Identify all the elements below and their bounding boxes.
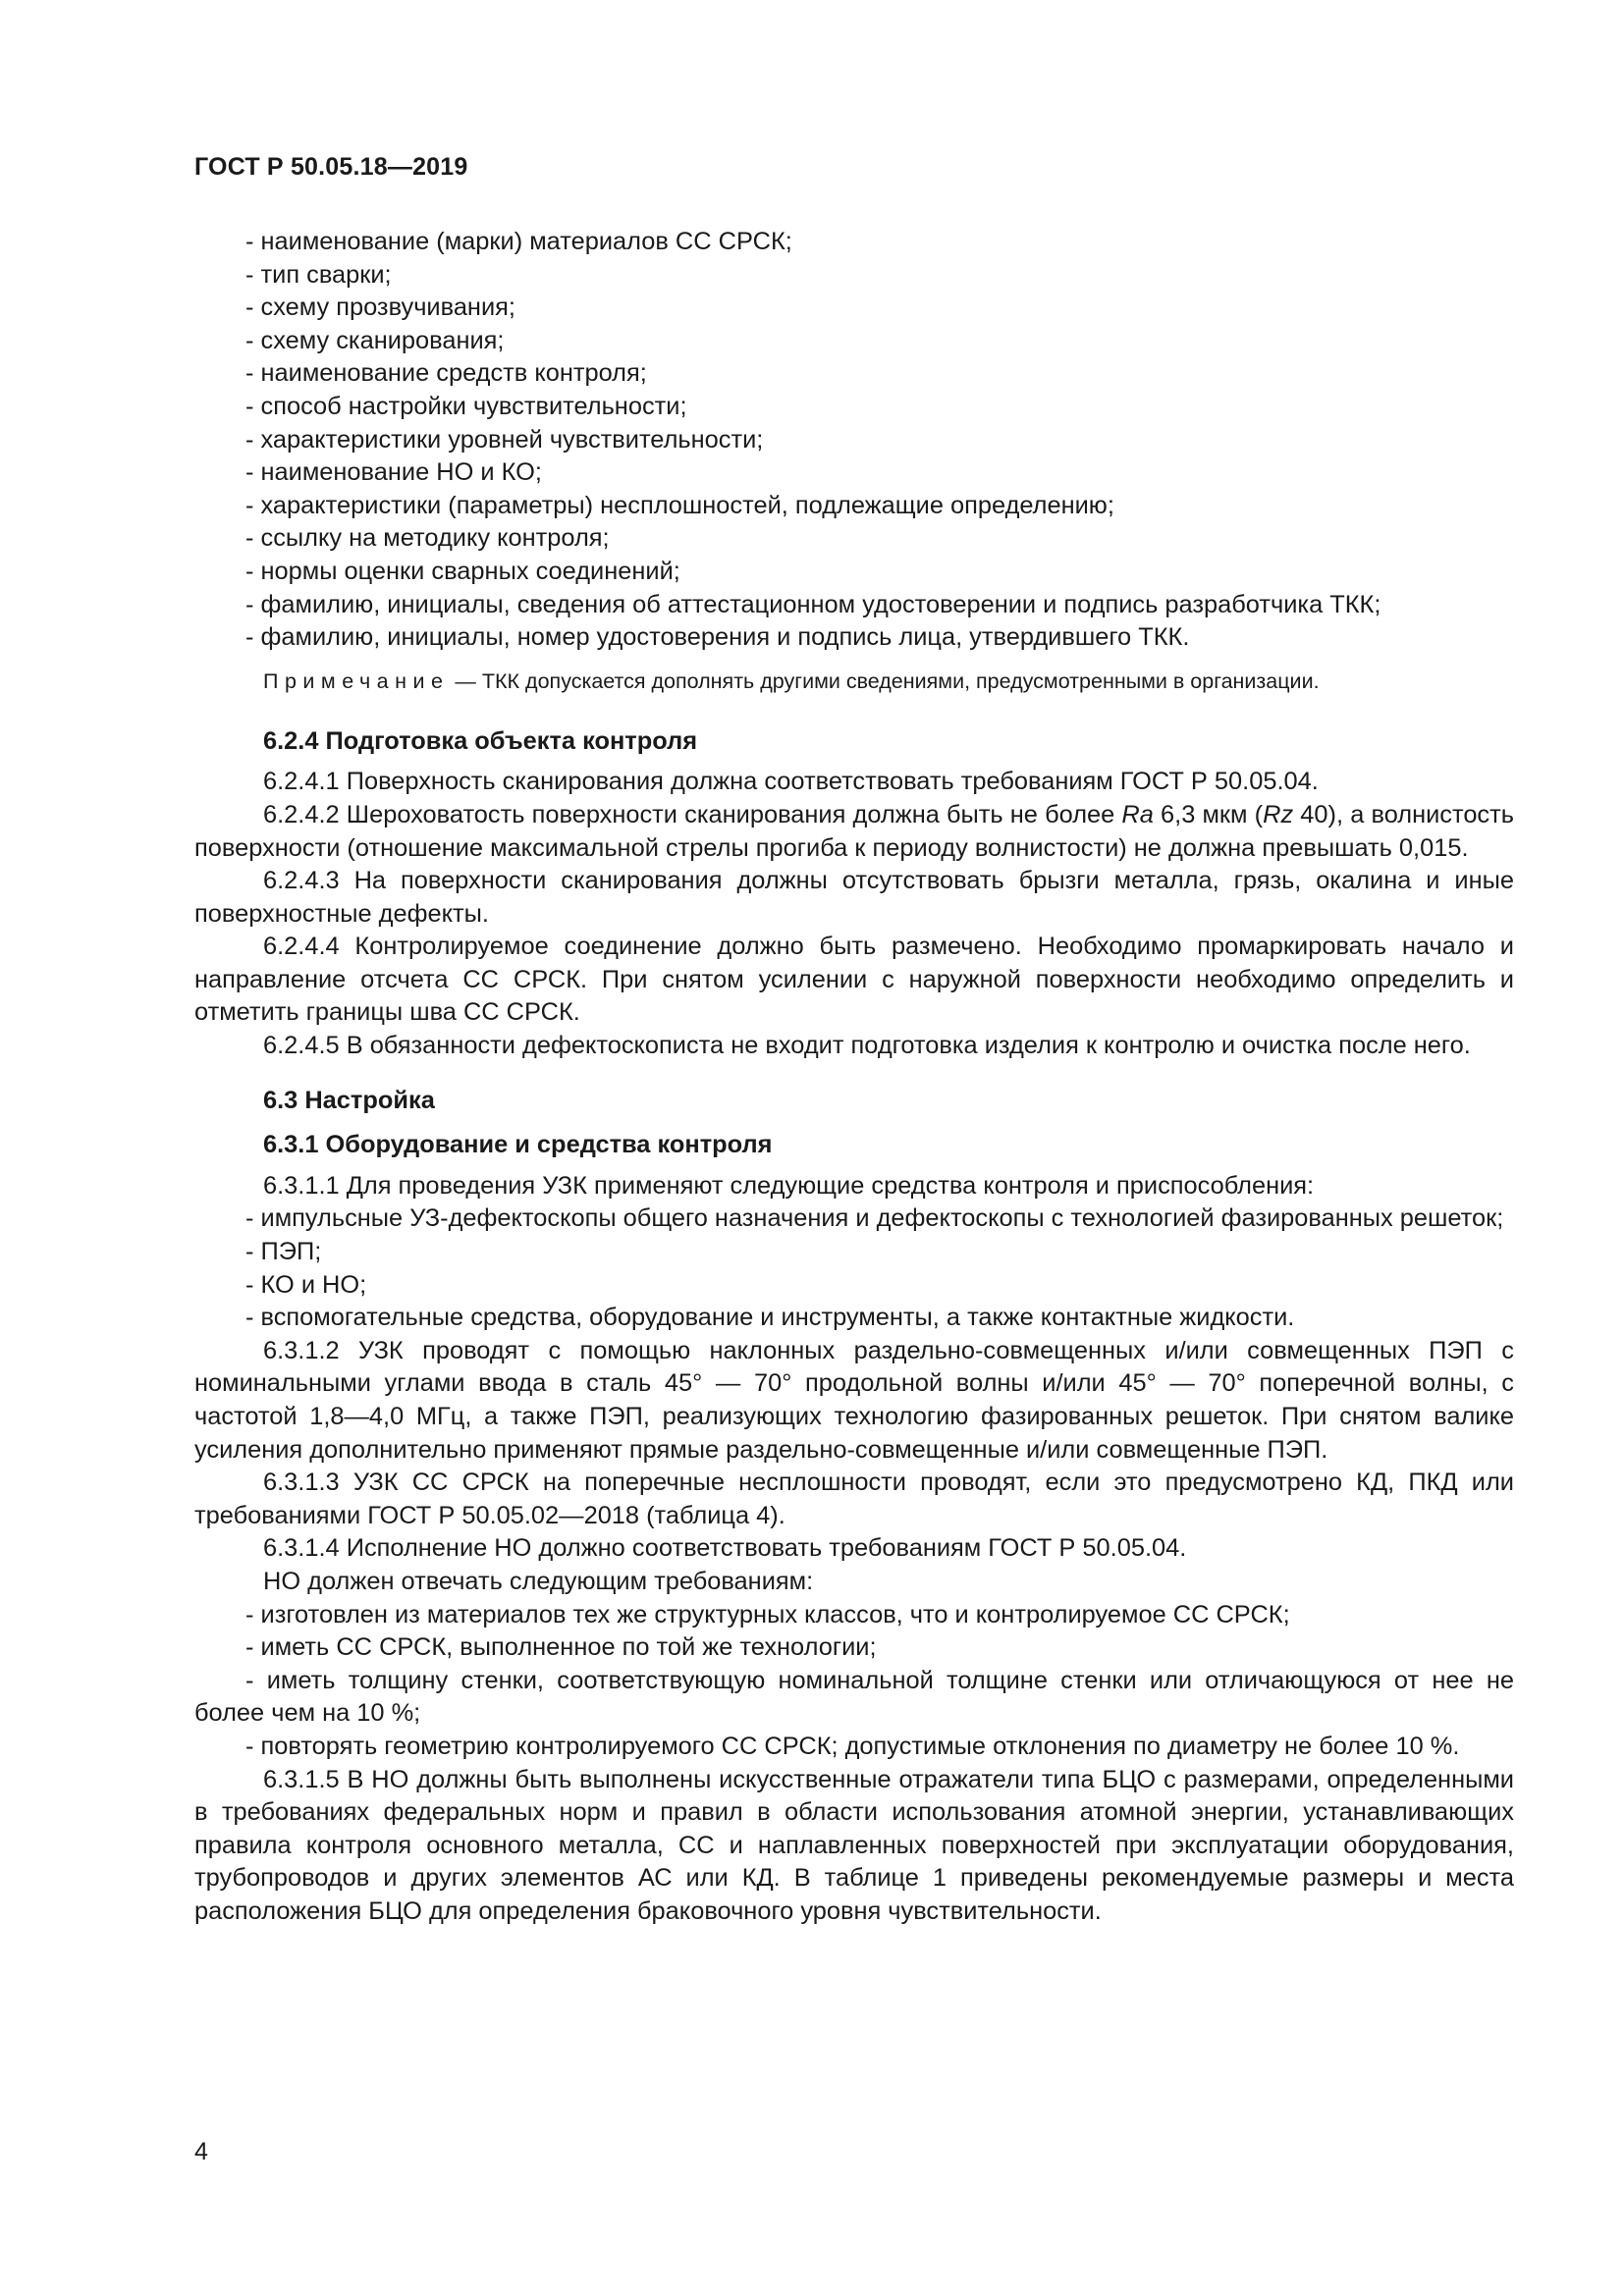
paragraph: 6.3.1.1 Для проведения УЗК применяют следующие средства контроля и приспособления: bbox=[263, 1171, 1315, 1200]
list-item: - наименование НО и КО; bbox=[245, 458, 542, 487]
list-item: - ПЭП; bbox=[245, 1238, 322, 1266]
list-item: - иметь СС СРСК, выполненное по той же технологии; bbox=[245, 1633, 877, 1662]
paragraph: 6.3.1.3 УЗК СС СРСК на поперечные несплошности проводят, если это предусмотрено КД, ПКД или требованиями ГОСТ Р 50.05.02—2018 (таблица 4). bbox=[194, 1468, 1514, 1529]
list-item: - наименование (марки) материалов СС СРСК; bbox=[245, 228, 792, 255]
list-item: - КО и НО; bbox=[245, 1270, 367, 1299]
list-item: - ссылку на методику контроля; bbox=[245, 524, 610, 553]
note bbox=[194, 667, 1514, 696]
section-heading-6-3: 6.3 Настройка bbox=[263, 1086, 435, 1114]
paragraph: НО должен отвечать следующим требованиям: bbox=[263, 1567, 814, 1595]
list-item: - фамилию, инициалы, номер удостоверения и подпись лица, утвердившего ТКК. bbox=[245, 623, 1190, 652]
note-label: Примечание bbox=[263, 668, 450, 693]
list-item: - наименование средств контроля; bbox=[245, 359, 647, 388]
list-item: - схему сканирования; bbox=[245, 326, 505, 354]
section-heading-6-2-4: 6.2.4 Подготовка объекта контроля bbox=[263, 726, 698, 755]
note-text: — ТКК допускается дополнять другими сведениями, предусмотренными в организации. bbox=[449, 668, 1320, 693]
list-item: - способ настройки чувствительности; bbox=[245, 392, 687, 420]
list-item: - иметь толщину стенки, соответствующую номинальной толщине стенки или отличающуюся от нее не более чем на 10 %; bbox=[194, 1666, 1514, 1728]
list-item: - нормы оценки сварных соединений; bbox=[245, 557, 680, 585]
list-item: - характеристики (параметры) несплошностей, подлежащие определению; bbox=[245, 491, 1114, 519]
paragraph: 6.2.4.1 Поверхность сканирования должна соответствовать требованиям ГОСТ Р 50.05.04. bbox=[263, 768, 1319, 796]
page-number: 4 bbox=[194, 2138, 208, 2165]
paragraph: 6.2.4.5 В обязанности дефектоскописта не входит подготовка изделия к контролю и очистка после него. bbox=[263, 1032, 1471, 1060]
paragraph: 6.3.1.2 УЗК проводят с помощью наклонных раздельно-совмещенных и/или совмещенных ПЭП с номинальными углами ввода в сталь 45° — 70° продольной волны и/или 45° — 70° поперечной волны, с частотой 1,8—4,0 МГц, а также ПЭП, реализующих технологию фазированных решеток. При снятом валике усиления дополнительно применяют прямые раздельно-совмещенные и/или совмещенные ПЭП. bbox=[194, 1336, 1514, 1464]
paragraph: 6.2.4.3 На поверхности сканирования должны отсутствовать брызги металла, грязь, окалина и иные поверхностные дефекты. bbox=[194, 867, 1514, 928]
document-body bbox=[194, 226, 1514, 1929]
document-header: ГОСТ Р 50.05.18—2019 bbox=[194, 153, 468, 181]
list-item: - схему прозвучивания; bbox=[245, 294, 515, 322]
paragraph: 6.3.1.4 Исполнение НО должно соответствовать требованиям ГОСТ Р 50.05.04. bbox=[263, 1534, 1187, 1563]
section-heading-6-3-1: 6.3.1 Оборудование и средства контроля bbox=[263, 1131, 773, 1159]
list-item: - тип сварки; bbox=[245, 260, 392, 289]
paragraph: 6.3.1.5 В НО должны быть выполнены искусственные отражатели типа БЦО с размерами, определенными в требованиях федеральных норм и правил в области использования атомной энергии, устанавливающих правила контроля основного металла, СС и наплавленных поверхностей при эксплуатации оборудования, трубопроводов и других элементов АС или КД. В таблице 1 приведены рекомендуемые размеры и места расположения БЦО для определения браковочного уровня чувствительности. bbox=[194, 1765, 1514, 1925]
list-item: - фамилию, инициалы, сведения об аттестационном удостоверении и подпись разработчика ТКК; bbox=[245, 590, 1381, 618]
list-item: - импульсные УЗ-дефектоскопы общего назначения и дефектоскопы с технологией фазированных решеток; bbox=[245, 1204, 1504, 1233]
list-item: - вспомогательные средства, оборудование и инструменты, а также контактные жидкости. bbox=[245, 1304, 1295, 1332]
list-item: - повторять геометрию контролируемого СС СРСК; допустимые отклонения по диаметру не более 10 %. bbox=[245, 1732, 1460, 1760]
paragraph: 6.2.4.2 Шероховатость поверхности сканирования должна быть не более Ra 6,3 мкм (Rz 40), а волнистость поверхности (отношение максимальной стрелы прогиба к периоду волнистости) не должна превышать 0,015. bbox=[194, 800, 1514, 862]
paragraph: 6.2.4.4 Контролируемое соединение должно быть размечено. Необходимо промаркировать начало и направление отсчета СС СРСК. При снятом усилении с наружной поверхности необходимо определить и отметить границы шва СС СРСК. bbox=[194, 933, 1514, 1027]
list-item: - изготовлен из материалов тех же структурных классов, что и контролируемое СС СРСК; bbox=[245, 1600, 1290, 1629]
list-item: - характеристики уровней чувствительности; bbox=[245, 425, 764, 454]
